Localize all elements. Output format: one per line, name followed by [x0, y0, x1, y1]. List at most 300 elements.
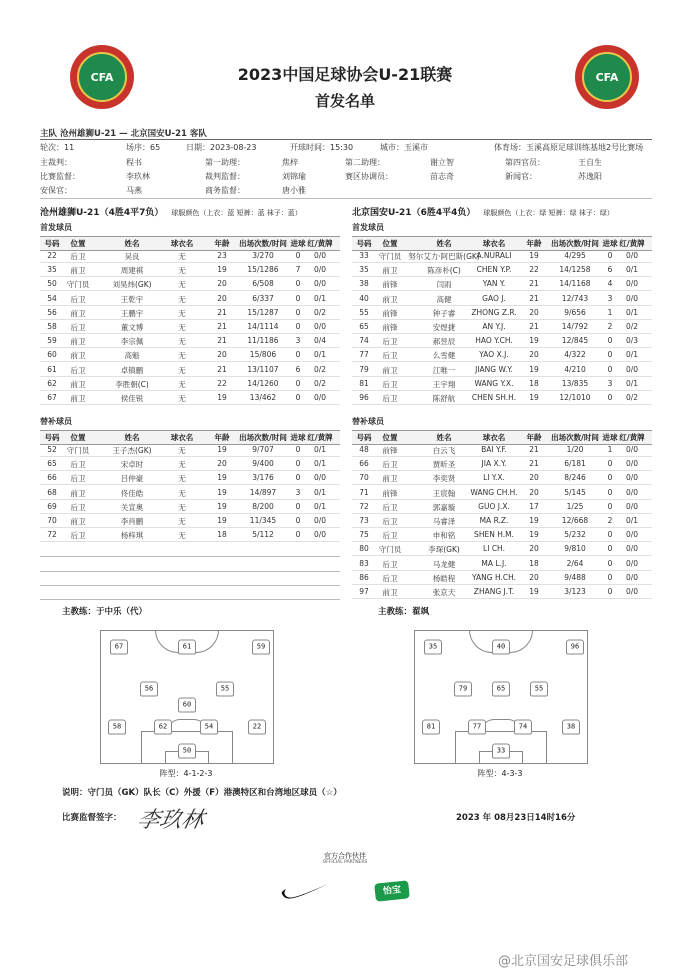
table-cell: 李宗佩 — [120, 337, 144, 347]
legend-note: 说明：守门员（GK）队长（C）外援（F）港澳特区和台湾地区球员（☆） — [62, 788, 342, 798]
table-cell: 0/1 — [313, 350, 327, 360]
table-cell: 前卫 — [70, 337, 86, 347]
home-kit: 球服颜色（上衣：蓝 短裤：蓝 袜子：蓝） — [171, 209, 302, 217]
empty-row-line — [40, 599, 340, 600]
table-cell: 后卫 — [70, 252, 86, 261]
ar2-label: 第二助理： — [345, 158, 385, 167]
table-row — [40, 501, 340, 514]
table-cell: 无 — [178, 446, 186, 455]
referee: 程书 — [126, 158, 142, 167]
table-cell: 申和铭 — [432, 531, 456, 541]
away-formation: 阵型：4-3-3 — [477, 769, 523, 778]
table-cell: 贾昕圣 — [432, 460, 456, 470]
table-cell: 0/1 — [625, 378, 639, 388]
referee-label: 主裁判： — [40, 158, 72, 167]
table-cell: 0 — [295, 322, 301, 331]
player-shirt-icon: 54 — [200, 720, 218, 735]
table-cell: 3 — [607, 378, 613, 388]
table-cell: 3 — [607, 293, 613, 303]
table-cell: 守门员 — [378, 252, 402, 261]
table-cell: 0/1 — [625, 265, 639, 275]
column-header: 年龄 — [526, 239, 542, 248]
table-cell: 22 — [47, 251, 57, 260]
table-cell: WANG CH.H. — [470, 487, 518, 497]
table-row — [352, 586, 652, 599]
table-cell: 19 — [529, 530, 539, 540]
table-cell: 0 — [295, 378, 301, 388]
table-cell: 0 — [295, 279, 301, 289]
column-header: 进球 — [290, 239, 306, 248]
weibo-watermark: @北京国安足球俱乐部 — [498, 954, 629, 969]
table-cell: 50 — [47, 279, 57, 289]
table-cell: 前卫 — [382, 266, 398, 276]
table-cell: A.NURALI — [476, 251, 512, 260]
table-cell: 0/0 — [313, 393, 327, 402]
table-row — [352, 349, 652, 362]
table-cell: 0 — [295, 530, 301, 540]
table-cell: 13/462 — [249, 393, 277, 402]
press-label: 新闻官： — [505, 172, 537, 181]
table-cell: 96 — [359, 393, 369, 402]
player-shirt-icon: 38 — [562, 720, 580, 735]
table-cell: 前卫 — [70, 488, 86, 498]
player-shirt-icon: 67 — [110, 640, 128, 655]
table-cell: 吕仲豪 — [120, 474, 144, 484]
commercial: 唐小雅 — [282, 186, 306, 195]
table-cell: 0 — [607, 393, 613, 402]
empty-row-line — [40, 556, 340, 557]
player-shirt-icon: 59 — [252, 640, 270, 655]
table-cell: 12/743 — [561, 293, 589, 303]
table-cell: 0 — [295, 473, 301, 483]
table-cell: 38 — [359, 279, 369, 289]
table-cell: 无 — [178, 252, 186, 261]
table-cell: 郭嘉璇 — [432, 502, 456, 512]
table-cell: 0 — [295, 350, 301, 360]
table-cell: 无 — [178, 294, 186, 304]
column-header: 进球 — [602, 433, 618, 442]
table-cell: 高健 — [436, 294, 452, 304]
table-cell: 21 — [529, 279, 539, 289]
away-kit: 球服颜色（上衣：绿 短裤：绿 袜子：绿） — [483, 209, 614, 217]
table-cell: 陈舒航 — [432, 394, 456, 403]
table-cell: 前卫 — [382, 474, 398, 484]
table-cell: 无 — [178, 379, 186, 389]
table-cell: 19 — [217, 393, 227, 402]
table-cell: 72 — [359, 501, 369, 511]
table-cell: 9/707 — [252, 445, 274, 454]
table-cell: SHEN H.M. — [474, 530, 514, 540]
table-cell: 2 — [607, 516, 613, 525]
table-cell: 无 — [178, 517, 186, 526]
supervisor-signature: 李玖林 — [134, 808, 207, 833]
table-cell: 0/0 — [313, 251, 327, 260]
table-cell: GAO J. — [482, 293, 506, 303]
table-cell: 0/1 — [313, 293, 327, 303]
player-shirt-icon: 50 — [178, 744, 196, 759]
ar1-label: 第一助理： — [205, 158, 245, 167]
ar1: 焦梓 — [282, 158, 298, 167]
table-cell: 6/337 — [252, 293, 274, 303]
table-cell: 后卫 — [382, 394, 398, 403]
table-cell: 21 — [217, 336, 227, 346]
table-cell: 33 — [359, 251, 369, 260]
table-cell: WANG Y.X. — [474, 378, 514, 388]
table-cell: 68 — [47, 487, 57, 497]
away-team-name: 北京国安U-21（6胜4平4负） — [352, 208, 476, 218]
column-header: 姓名 — [436, 239, 452, 248]
table-cell: 35 — [359, 265, 369, 275]
table-cell: 20 — [529, 487, 539, 497]
table-cell: 0/0 — [313, 530, 327, 540]
table-cell: 19 — [529, 364, 539, 374]
player-shirt-icon: 65 — [492, 682, 510, 697]
table-cell: LI Y.X. — [483, 473, 505, 483]
table-cell: 前锋 — [382, 308, 398, 318]
table-cell: 后卫 — [382, 559, 398, 569]
sign-timestamp: 2023 年 08月23日14时16分 — [456, 813, 576, 823]
table-cell: 20 — [217, 293, 227, 303]
table-cell: 1 — [607, 445, 613, 454]
column-header: 年龄 — [526, 433, 542, 442]
column-header: 出场次数/时间 — [551, 433, 599, 442]
table-cell: 3/176 — [252, 473, 274, 483]
table-cell: 钟子睿 — [432, 308, 456, 318]
table-cell: 13/1107 — [247, 364, 279, 374]
coordinator-label: 赛区协调员： — [345, 172, 393, 181]
fourth-label: 第四官员： — [505, 158, 545, 167]
table-cell: 20 — [529, 307, 539, 317]
table-cell: YAN Y. — [482, 279, 506, 289]
table-cell: 97 — [359, 587, 369, 596]
match-date: 日期：2023-08-23 — [186, 143, 257, 152]
table-cell: 14/1168 — [559, 279, 591, 289]
round: 轮次：11 — [40, 143, 75, 152]
table-cell: CHEN SH.H. — [471, 393, 517, 402]
table-cell: 后卫 — [382, 337, 398, 347]
table-cell: 0/0 — [625, 544, 639, 554]
column-header: 红/黄牌 — [307, 433, 333, 442]
away-starters-label: 首发球员 — [352, 223, 384, 232]
table-cell: 无 — [178, 474, 186, 484]
table-cell: 守门员 — [378, 545, 402, 555]
table-cell: 81 — [359, 378, 369, 388]
player-shirt-icon: 62 — [154, 720, 172, 735]
table-cell: 无 — [178, 308, 186, 318]
player-shirt-icon: 56 — [140, 682, 158, 697]
table-cell: 佟佳皓 — [120, 488, 144, 498]
table-cell: 无 — [178, 531, 186, 541]
table-cell: 4 — [607, 279, 613, 289]
table-cell: 69 — [47, 501, 57, 511]
table-cell: 前卫 — [382, 294, 398, 304]
table-cell: 无 — [178, 460, 186, 470]
table-row — [40, 264, 340, 277]
table-cell: 前锋 — [382, 323, 398, 332]
table-row — [40, 458, 340, 471]
table-row — [352, 529, 652, 542]
table-row — [352, 543, 652, 556]
ref-supervisor: 刘锦瑜 — [282, 172, 306, 181]
table-cell: 后卫 — [382, 573, 398, 583]
table-cell: 0/4 — [313, 336, 327, 346]
table-cell: 0 — [295, 445, 301, 454]
table-cell: 吴良 — [124, 252, 140, 261]
table-cell: 77 — [359, 350, 369, 360]
match-no: 场序：65 — [126, 143, 161, 152]
table-cell: 14/1258 — [559, 265, 591, 275]
table-cell: 杨梓琪 — [120, 531, 144, 541]
table-cell: LI CH. — [483, 544, 505, 554]
table-cell: 14/897 — [249, 487, 277, 497]
table-cell: 前锋 — [382, 446, 398, 455]
table-cell: 后卫 — [382, 502, 398, 512]
cbest-logo: 怡宝 — [374, 880, 410, 901]
divider — [40, 198, 652, 199]
table-cell: 0/0 — [313, 265, 327, 275]
table-cell: 3/270 — [252, 251, 274, 260]
away-subs-label: 替补球员 — [352, 417, 384, 426]
table-cell: 20 — [217, 279, 227, 289]
column-header: 号码 — [356, 239, 372, 248]
table-cell: 83 — [359, 558, 369, 568]
table-cell: 0 — [295, 251, 301, 260]
table-cell: 74 — [359, 336, 369, 346]
kickoff: 开球时间：15:30 — [290, 143, 354, 152]
player-shirt-icon: 55 — [216, 682, 234, 697]
table-cell: 12/1010 — [559, 393, 591, 402]
table-cell: 71 — [359, 487, 369, 497]
home-formation-pitch — [100, 630, 274, 764]
table-cell: 0 — [607, 501, 613, 511]
table-cell: JIANG W.Y. — [475, 364, 513, 374]
table-cell: 江唯一 — [432, 365, 456, 375]
table-cell: 无 — [178, 502, 186, 512]
table-cell: 0 — [607, 530, 613, 540]
table-cell: 15/1287 — [247, 307, 279, 317]
table-cell: 后卫 — [70, 460, 86, 470]
table-cell: 白云飞 — [432, 446, 456, 455]
player-shirt-icon: 40 — [492, 640, 510, 655]
table-cell: 18 — [217, 530, 227, 540]
table-row — [40, 378, 340, 391]
table-cell: YANG H.CH. — [472, 572, 516, 582]
table-cell: 0/1 — [625, 350, 639, 360]
column-header: 红/黄牌 — [619, 433, 645, 442]
table-cell: 8/200 — [252, 501, 274, 511]
column-header: 姓名 — [124, 433, 140, 442]
security: 马燕 — [126, 186, 142, 195]
table-cell: 19 — [529, 587, 539, 596]
table-cell: 0/1 — [313, 487, 327, 497]
table-cell: 后卫 — [382, 517, 398, 526]
table-cell: 21 — [529, 293, 539, 303]
table-cell: 9/810 — [564, 544, 586, 554]
table-cell: 11/1186 — [247, 336, 279, 346]
table-cell: HAO Y.CH. — [475, 336, 513, 346]
table-row — [40, 307, 340, 320]
table-cell: 后卫 — [70, 502, 86, 512]
table-cell: 前卫 — [70, 379, 86, 389]
venue: 体育场：玉溪高原足球训练基地2号比赛场 — [494, 143, 644, 152]
table-cell: 62 — [47, 378, 57, 388]
table-cell: 2/64 — [566, 558, 584, 568]
table-row — [40, 472, 340, 485]
table-cell: 20 — [217, 459, 227, 469]
table-cell: 5/145 — [564, 487, 586, 497]
table-cell: 56 — [47, 307, 57, 317]
table-row — [352, 264, 652, 277]
table-row — [352, 472, 652, 485]
table-cell: 6/181 — [564, 459, 586, 469]
table-cell: 0/2 — [313, 307, 327, 317]
table-cell: 20 — [529, 572, 539, 582]
table-cell: 8/246 — [564, 473, 586, 483]
table-cell: 1 — [607, 307, 613, 317]
table-cell: 2 — [607, 322, 613, 331]
table-row — [352, 293, 652, 306]
table-cell: 0/1 — [625, 516, 639, 525]
security-label: 安保官： — [40, 186, 72, 195]
table-cell: 0 — [607, 350, 613, 360]
press: 苏逸阳 — [578, 172, 602, 181]
table-cell: 21 — [217, 307, 227, 317]
table-cell: 王宸翰 — [432, 488, 456, 498]
table-cell: 董文博 — [120, 323, 144, 332]
table-cell: GUO J.X. — [478, 501, 510, 511]
table-cell: 48 — [359, 445, 369, 454]
table-cell: 65 — [47, 459, 57, 469]
table-cell: 杨皓程 — [432, 573, 456, 583]
table-row — [352, 378, 652, 391]
column-header: 球衣名 — [482, 433, 506, 442]
table-cell: 0/0 — [625, 445, 639, 454]
column-header: 红/黄牌 — [619, 239, 645, 248]
table-cell: 后卫 — [70, 474, 86, 484]
signature-label: 比赛监督签字： — [62, 813, 122, 823]
table-cell: 宋卓时 — [120, 460, 144, 470]
table-cell: BAI Y.F. — [481, 445, 507, 454]
table-cell: 无 — [178, 351, 186, 361]
table-cell: 9/656 — [564, 307, 586, 317]
table-cell: 21 — [217, 364, 227, 374]
table-cell: 安煜捷 — [432, 323, 456, 332]
table-cell: 18 — [529, 558, 539, 568]
table-cell: 马睿泽 — [432, 517, 456, 526]
table-cell: 19 — [217, 473, 227, 483]
table-cell: 前卫 — [70, 351, 86, 361]
player-shirt-icon: 55 — [530, 682, 548, 697]
table-cell: 0 — [607, 558, 613, 568]
home-coach: 主教练：于中乐（代） — [62, 607, 148, 617]
table-cell: 李奕贤 — [432, 474, 456, 484]
home-away-line: 主队 沧州雄狮U-21 — 北京国安U-21 客队 — [40, 129, 207, 139]
table-row — [352, 558, 652, 571]
table-row — [40, 444, 340, 457]
column-header: 位置 — [382, 433, 398, 442]
column-header: 位置 — [382, 239, 398, 248]
table-cell: 66 — [47, 473, 57, 483]
table-row — [40, 515, 340, 528]
table-cell: 0 — [295, 393, 301, 402]
column-header: 姓名 — [436, 433, 452, 442]
table-cell: 5/112 — [252, 530, 274, 540]
table-row — [40, 278, 340, 291]
player-shirt-icon: 96 — [566, 640, 584, 655]
table-cell: 12/845 — [561, 336, 589, 346]
player-shirt-icon: 33 — [492, 744, 510, 759]
table-cell: 58 — [47, 322, 57, 331]
table-cell: 19 — [217, 501, 227, 511]
table-cell: 0/0 — [625, 530, 639, 540]
home-formation: 阵型：4-1-2-3 — [159, 769, 213, 778]
supervisor: 李玖林 — [126, 172, 150, 181]
nike-swoosh-icon — [280, 880, 330, 902]
table-cell: 0/3 — [625, 336, 639, 346]
table-cell: 70 — [47, 516, 57, 525]
table-cell: 0 — [295, 501, 301, 511]
away-coach: 主教练：翟飒 — [378, 607, 430, 617]
table-row — [352, 515, 652, 528]
table-cell: 4/322 — [564, 350, 586, 360]
table-cell: 19 — [529, 516, 539, 525]
table-cell: 李肖鹏 — [120, 517, 144, 526]
table-cell: 0/1 — [313, 501, 327, 511]
table-cell: 20 — [217, 350, 227, 360]
table-cell: 21 — [217, 322, 227, 331]
player-shirt-icon: 60 — [178, 698, 196, 713]
table-cell: 19 — [529, 336, 539, 346]
table-row — [352, 307, 652, 320]
table-cell: 22 — [529, 265, 539, 275]
column-header: 球衣名 — [482, 239, 506, 248]
table-cell: 6/508 — [252, 279, 274, 289]
table-row — [40, 487, 340, 500]
column-header: 年龄 — [214, 433, 230, 442]
table-cell: 1/20 — [566, 445, 584, 454]
table-cell: 12/668 — [561, 516, 589, 525]
table-cell: 0/0 — [313, 516, 327, 525]
table-cell: 73 — [359, 516, 369, 525]
table-row — [352, 278, 652, 291]
table-cell: 19 — [217, 516, 227, 525]
table-cell: 0 — [607, 544, 613, 554]
table-cell: 0/1 — [313, 459, 327, 469]
column-header: 位置 — [70, 239, 86, 248]
table-cell: 52 — [47, 445, 57, 454]
table-row — [352, 458, 652, 471]
empty-row-line — [40, 585, 340, 586]
home-starters-header-row — [40, 236, 340, 251]
table-row — [40, 392, 340, 405]
table-cell: 无 — [178, 280, 186, 290]
table-cell: 么雪健 — [432, 351, 456, 361]
table-cell: 0/0 — [625, 501, 639, 511]
home-team-header — [40, 205, 302, 218]
player-shirt-icon: 77 — [468, 720, 486, 735]
table-cell: 守门员 — [66, 446, 90, 455]
table-cell: 郝昱辰 — [432, 337, 456, 347]
table-cell: ZHANG J.T. — [473, 587, 515, 596]
player-shirt-icon: 22 — [248, 720, 266, 735]
table-cell: 1/25 — [566, 501, 584, 511]
table-cell: 80 — [359, 544, 369, 554]
table-cell: 无 — [178, 488, 186, 498]
column-header: 红/黄牌 — [307, 239, 333, 248]
table-cell: 0/0 — [625, 487, 639, 497]
table-cell: 3 — [295, 487, 301, 497]
table-cell: 19 — [529, 251, 539, 260]
